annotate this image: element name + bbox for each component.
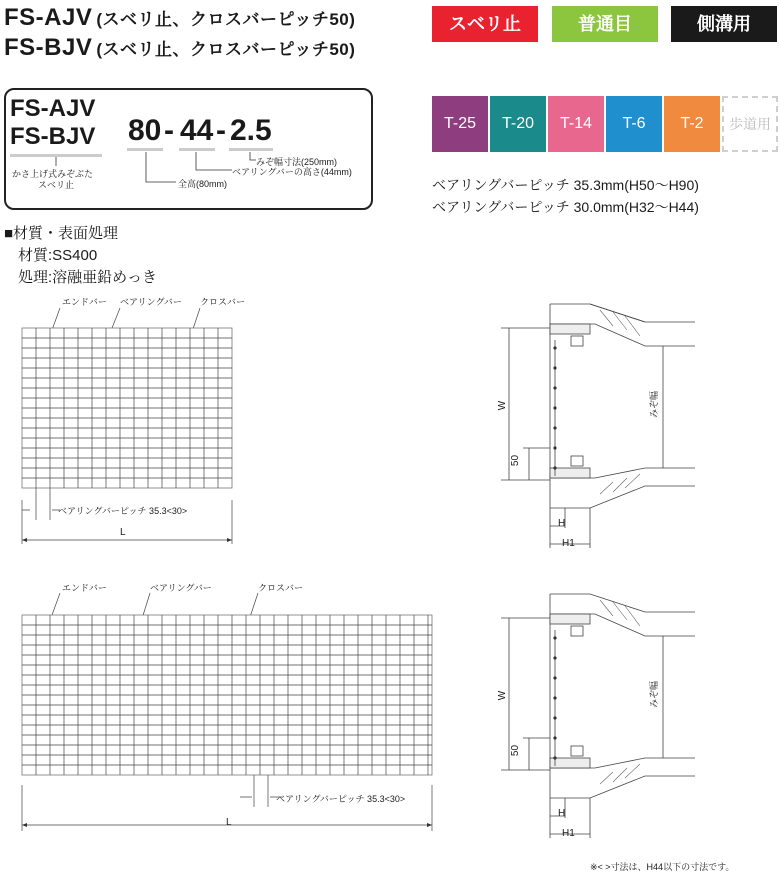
top-label-bearing-bar: ベアリングバー	[120, 297, 182, 307]
code-bearing-height: 44	[180, 114, 214, 147]
bottom-label-bearing-bar: ベアリングバー	[150, 583, 212, 593]
title-fs-ajv-main: FS-AJV	[4, 4, 93, 31]
footnote: ※< >寸法は、H44以下の寸法です。	[590, 862, 735, 872]
label-cover: かさ上げ式みぞぶた	[12, 169, 94, 179]
top-section-h: H	[558, 518, 566, 529]
code-dash-1: -	[164, 114, 174, 147]
chip-sidewalk: 歩道用	[722, 96, 778, 152]
cross-bar-section-dot	[553, 716, 556, 719]
top-label-end-bar: エンドバー	[62, 297, 107, 307]
chip-t14: T-14	[548, 96, 604, 152]
label-total-height: 全高(80mm)	[178, 179, 227, 189]
bottom-length-label: L	[226, 817, 232, 828]
top-label-cross-bar: クロスバー	[200, 297, 246, 307]
cross-bar-section-dot	[553, 406, 556, 409]
label-width: みぞ幅寸法(250mm)	[256, 157, 338, 167]
bottom-section-groove: みぞ幅	[649, 680, 660, 709]
cross-bar-section-dot	[553, 636, 556, 639]
chip-t2: T-2	[664, 96, 720, 152]
code-width: 2.5	[230, 114, 272, 147]
pitch-spec-2: ベアリングバーピッチ 30.0mm(H32〜H44)	[432, 199, 699, 215]
cross-bar-section-dot	[553, 446, 556, 449]
label-bearing-height: ベアリングバーの高さ(44mm)	[232, 167, 352, 177]
cross-bar-section-dot	[553, 736, 556, 739]
label-cover-2: スベリ止	[38, 180, 75, 190]
top-pitch-label: ベアリングバーピッチ 35.3<30>	[58, 506, 188, 516]
material-heading: ■材質・表面処理	[4, 225, 119, 242]
model-a: FS-AJV	[10, 95, 96, 122]
treatment-line: 処理:溶融亜鉛めっき	[18, 269, 158, 286]
bottom-label-cross-bar: クロスバー	[258, 583, 304, 593]
tag-regular-mesh: 普通目	[552, 6, 658, 42]
pitch-spec-1: ベアリングバーピッチ 35.3mm(H50〜H90)	[432, 177, 699, 193]
cross-bar-section-dot	[553, 346, 556, 349]
top-length-label: L	[120, 527, 126, 538]
bottom-section-h: H	[558, 808, 566, 819]
code-total-height: 80	[128, 114, 162, 147]
bottom-section-drawing	[495, 588, 775, 850]
chip-t6: T-6	[606, 96, 662, 152]
cross-bar-section-dot	[553, 676, 556, 679]
top-section-h1: H1	[562, 538, 575, 549]
bottom-section-w: W	[497, 690, 509, 701]
bottom-section-h1: H1	[562, 828, 575, 839]
cross-bar-section-dot	[553, 466, 556, 469]
bottom-grating-drawing	[0, 585, 440, 845]
chip-t20: T-20	[490, 96, 546, 152]
cross-bar-section-dot	[553, 656, 556, 659]
cross-bar-section-dot	[553, 386, 556, 389]
top-section-w: W	[497, 400, 509, 411]
top-section-drawing	[495, 298, 775, 560]
title-fs-ajv-sub: (スベリ止、クロスバーピッチ50)	[96, 10, 356, 29]
top-section-groove: みぞ幅	[649, 390, 660, 419]
cross-bar-section-dot	[553, 426, 556, 429]
title-fs-bjv-main: FS-BJV	[4, 34, 93, 61]
material-line: 材質:SS400	[18, 247, 98, 264]
bottom-label-end-bar: エンドバー	[62, 583, 107, 593]
bottom-section-fifty: 50	[510, 744, 522, 757]
model-b: FS-BJV	[10, 123, 96, 150]
top-section-fifty: 50	[510, 454, 522, 467]
code-dash-2: -	[216, 114, 226, 147]
cross-bar-section-dot	[553, 756, 556, 759]
bottom-pitch-label: ベアリングバーピッチ 35.3<30>	[276, 794, 406, 804]
cross-bar-section-dot	[553, 696, 556, 699]
cross-bar-section-dot	[553, 366, 556, 369]
chip-t25: T-25	[432, 96, 488, 152]
tag-slip-resistant: スベリ止	[432, 6, 538, 42]
tag-side-ditch: 側溝用	[671, 6, 777, 42]
title-fs-bjv-sub: (スベリ止、クロスバーピッチ50)	[96, 40, 356, 59]
